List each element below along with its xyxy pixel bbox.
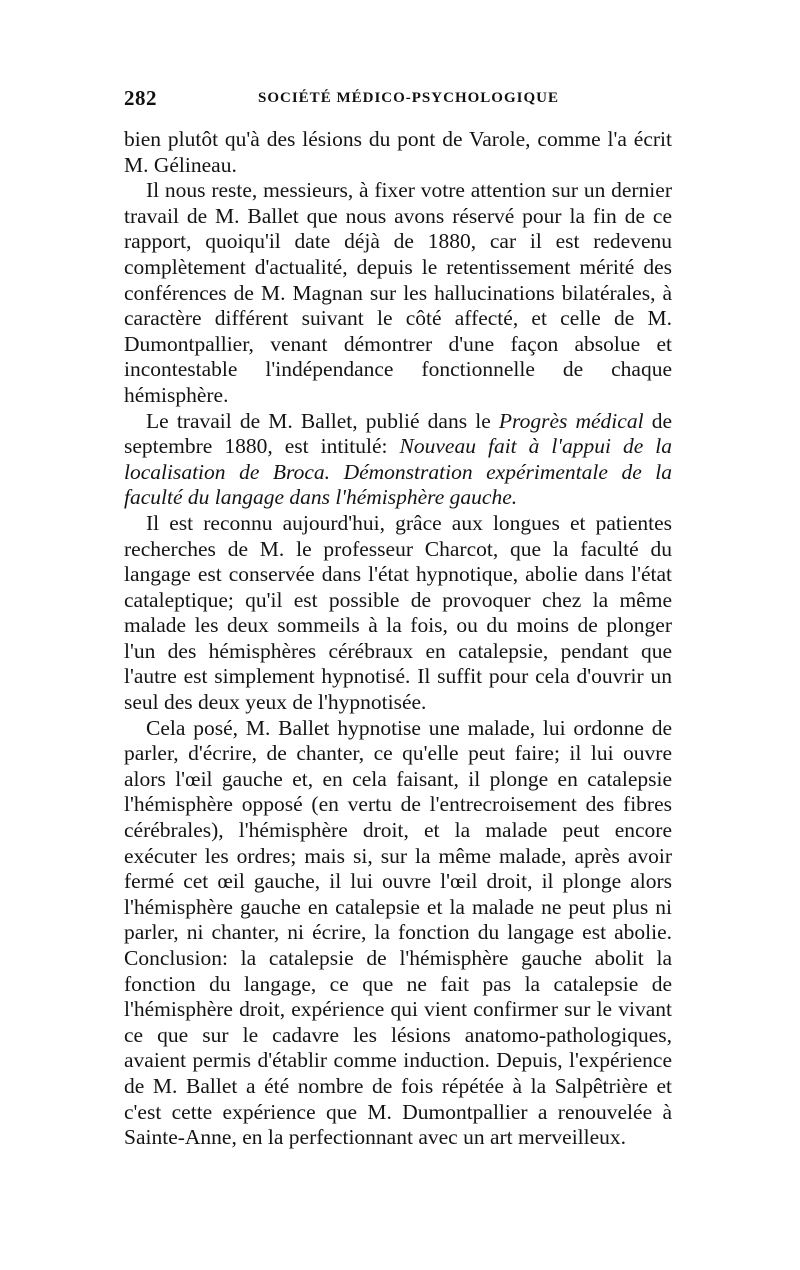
article-title: Démonstration [343,459,473,484]
paragraph: Cela posé, M. Ballet hypnotise une malade, lui ordonne de parler, d'écrire, de chanter, ce qu'elle peut faire; il lui ouvre alors l'œil gauche et, en cela faisant, il plonge en catalepsie l'hémisphère opposé (en vertu de l'entrecroisement des fibres cérébrales), l'hémisphère droit, et la malade peut encore exécuter les ordres; mais si, sur la même malade, après avoir fermé cet œil gauche, il lui ouvre l'œil droit, il plonge alors l'hémisphère gauche en catalepsie et la malade ne peut plus ni parler, ni chanter, ni écrire, la fonction du langage est abolie. Conclusion: la catalepsie de l'hémisphère gauche abolit la fonction du langage, ce que ne fait pas la catalepsie de l'hémisphère droit, expérience qui vient confirmer sur le vivant ce que sur le cadavre les lésions anatomo-pathologiques, avaient permis d'établir comme induction. Depuis, l'expérience de M. Ballet a été nombre de fois répétée à la Salpêtrière et c'est cette expérience que M. Dumontpallier a renouvelée à Sainte-Anne, en la perfectionnant avec un art merveilleux. [124,715,672,1150]
paragraph: bien plutôt qu'à des lésions du pont de Varole, comme l'a écrit M. Gélineau. [124,127,672,177]
page-header [124,86,670,116]
paragraph-text: Le travail de M. Ballet, publié dans le [146,408,499,433]
page-number: 282 [124,86,157,110]
running-head: SOCIÉTÉ MÉDICO-PSYCHOLOGIQUE [258,90,559,106]
body-text [124,127,672,1151]
paragraph: Il nous reste, messieurs, à fixer votre attention sur un dernier travail de M. Ballet que nous avons réservé pour la fin de ce rapport, quoiqu'il date déjà de 1880, car il est redevenu complètement d'actualité, depuis le retentissement mérité des conférences de M. Magnan sur les hallucinations bilatérales, à caractère différent suivant le côté affecté, et celle de M. Dumontpallier, venant démontrer d'une façon absolue et incontestable l'indépendance fonctionnelle de chaque hémisphère. [124,178,672,407]
paragraph [124,409,672,511]
article-title: expérimentale de la faculté du langage dans l'hémisphère gauche. [124,459,672,510]
paragraph-text: de septembre 1880, est intitulé: [124,408,672,459]
journal-title: Progrès médical [498,408,644,433]
paragraph: Il est reconnu aujourd'hui, grâce aux longues et patientes recherches de M. le professeur Charcot, que la faculté du langage est conservée dans l'état hypnotique, abolie dans l'état cataleptique; qu'il est possible de provoquer chez la même malade les deux sommeils à la fois, ou du moins de plonger l'un des hémisphères cérébraux en catalepsie, pendant que l'autre est simplement hypnotisé. Il suffit pour cela d'ouvrir un seul des deux yeux de l'hypnotisée. [124,510,672,715]
article-title: Nouveau fait à l'appui de la localisation de Broca. [124,434,672,484]
